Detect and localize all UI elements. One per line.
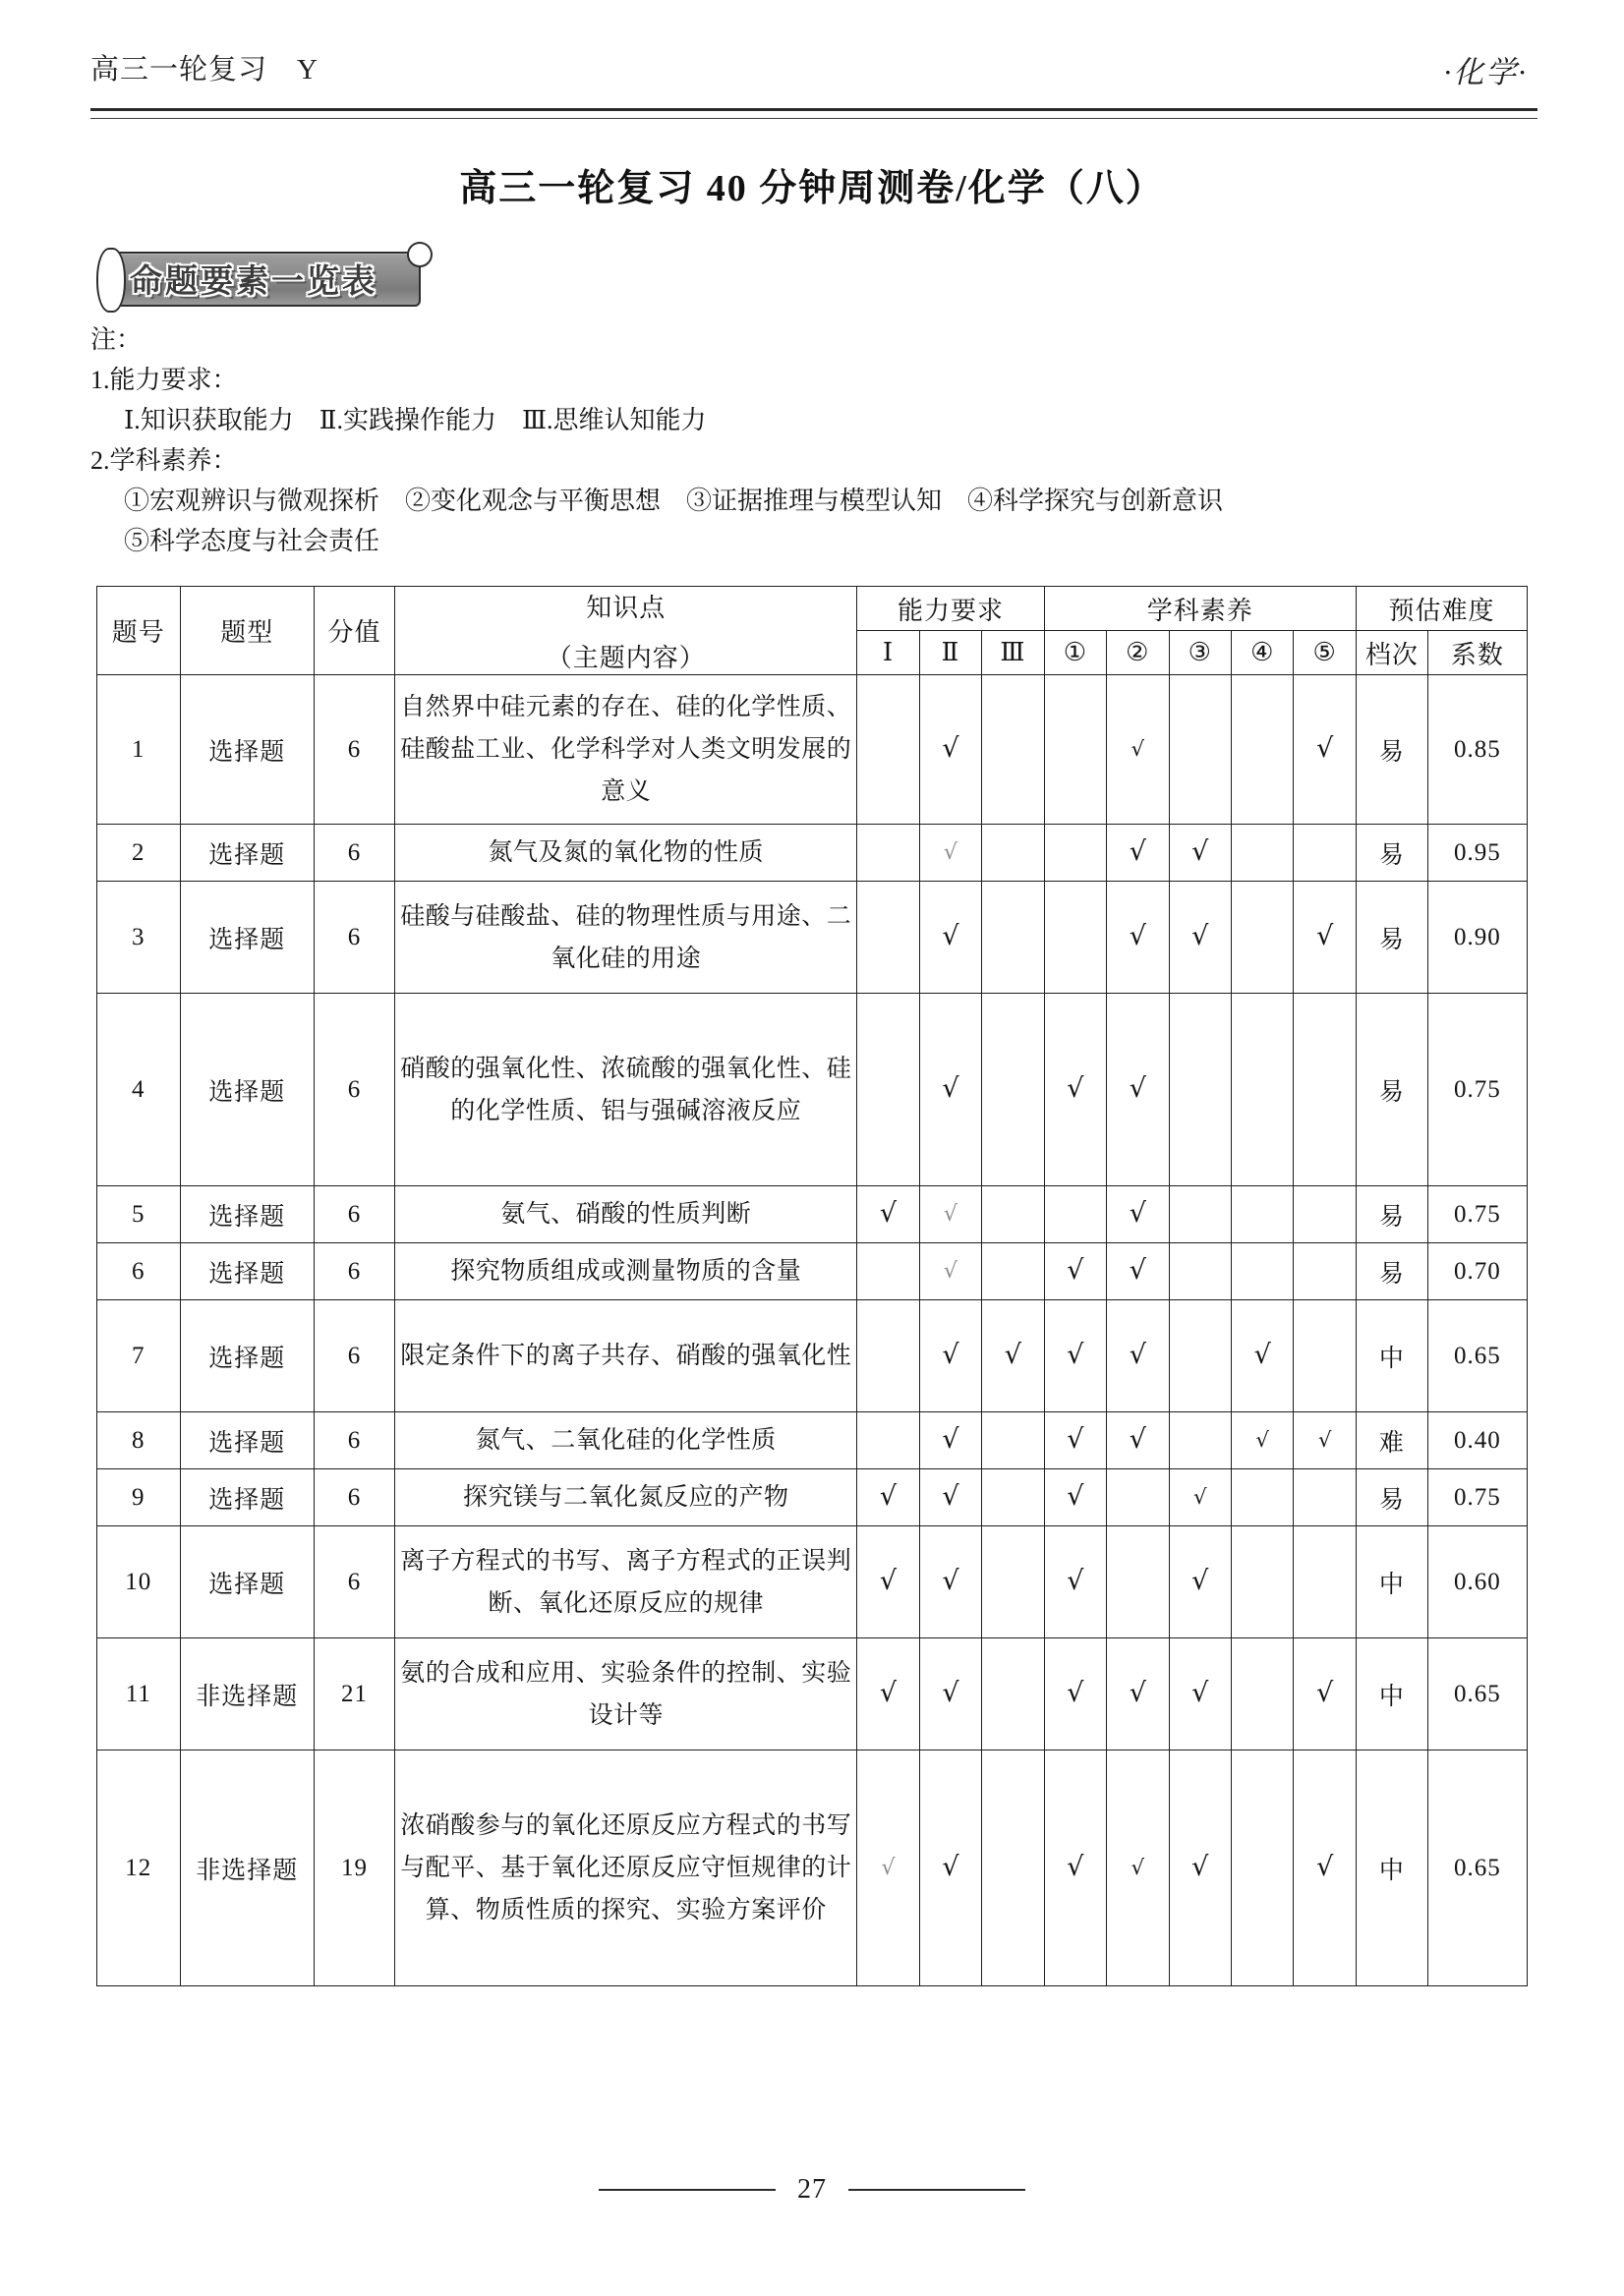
cell-literacy-5	[1294, 1300, 1356, 1412]
table-row	[97, 1243, 1528, 1300]
check-icon: √	[1129, 921, 1146, 951]
check-icon: √	[881, 1856, 896, 1880]
check-icon: √	[1253, 1340, 1271, 1370]
cell-score: 6	[314, 882, 394, 994]
cell-ability-1	[857, 994, 919, 1186]
cell-ability-2	[919, 1412, 981, 1469]
notes-literacy-items-b: ⑤科学态度与社会责任	[124, 527, 380, 555]
cell-difficulty-level: 难	[1356, 1412, 1427, 1469]
cell-ability-2	[919, 1638, 981, 1751]
check-icon: √	[942, 1340, 959, 1370]
check-icon: √	[879, 1566, 898, 1596]
cell-literacy-4	[1232, 1300, 1294, 1412]
cell-ability-1	[857, 1526, 919, 1638]
scroll-curl-right-icon	[407, 242, 433, 267]
col-header-level: 档次	[1356, 631, 1427, 675]
cell-question-type: 选择题	[180, 1412, 314, 1469]
cell-ability-3	[982, 675, 1044, 825]
cell-literacy-2	[1107, 994, 1169, 1186]
cell-ability-1	[857, 825, 919, 882]
cell-literacy-3	[1169, 675, 1231, 825]
cell-literacy-4	[1232, 1412, 1294, 1469]
check-icon: √	[943, 840, 957, 865]
cell-difficulty-coefficient: 0.85	[1427, 675, 1527, 825]
running-head	[90, 47, 1534, 102]
cell-literacy-5	[1294, 1526, 1356, 1638]
cell-literacy-5	[1294, 994, 1356, 1186]
cell-question-type: 选择题	[180, 882, 314, 994]
cell-literacy-1	[1044, 1243, 1106, 1300]
cell-ability-1	[857, 675, 919, 825]
check-icon: √	[1316, 921, 1334, 951]
check-icon: √	[879, 1198, 898, 1229]
cell-question-no: 8	[97, 1412, 181, 1469]
cell-knowledge-point: 氮气及氮的氧化物的性质	[395, 825, 857, 882]
table-row	[97, 994, 1528, 1186]
cell-literacy-3	[1169, 1469, 1231, 1526]
cell-ability-2	[919, 825, 981, 882]
cell-literacy-3	[1169, 1526, 1231, 1638]
check-icon: √	[1255, 1428, 1269, 1452]
cell-literacy-1	[1044, 1469, 1106, 1526]
cell-score: 6	[314, 825, 394, 882]
cell-question-no: 10	[97, 1526, 181, 1638]
cell-knowledge-point: 探究镁与二氧化氮反应的产物	[395, 1469, 857, 1526]
cell-literacy-4	[1232, 1186, 1294, 1243]
check-icon: √	[1129, 1678, 1146, 1708]
check-icon: √	[942, 1424, 959, 1455]
cell-question-type: 选择题	[180, 1469, 314, 1526]
cell-difficulty-coefficient: 0.60	[1427, 1526, 1527, 1638]
cell-question-type: 非选择题	[180, 1751, 314, 1986]
cell-knowledge-point: 氮气、二氧化硅的化学性质	[395, 1412, 857, 1469]
table-row	[97, 1751, 1528, 1986]
cell-difficulty-coefficient: 0.40	[1427, 1412, 1527, 1469]
cell-literacy-3	[1169, 1412, 1231, 1469]
cell-literacy-1	[1044, 1526, 1106, 1638]
check-icon: √	[943, 1202, 957, 1227]
table-row	[97, 1300, 1528, 1412]
cell-score: 6	[314, 1243, 394, 1300]
cell-question-no: 5	[97, 1186, 181, 1243]
cell-knowledge-point: 硅酸与硅酸盐、硅的物理性质与用途、二氧化硅的用途	[395, 882, 857, 994]
cell-ability-3	[982, 1300, 1044, 1412]
cell-ability-1	[857, 1186, 919, 1243]
cell-literacy-1	[1044, 1412, 1106, 1469]
cell-literacy-5	[1294, 882, 1356, 994]
cell-question-type: 选择题	[180, 675, 314, 825]
cell-ability-2	[919, 675, 981, 825]
cell-literacy-5	[1294, 1469, 1356, 1526]
col-header-literacy-3: ③	[1169, 631, 1231, 675]
page-number: 27	[797, 2174, 827, 2205]
col-header-score: 分值	[314, 587, 394, 675]
cell-difficulty-level: 易	[1356, 882, 1427, 994]
cell-ability-3	[982, 882, 1044, 994]
cell-ability-3	[982, 1469, 1044, 1526]
page-title: 高三一轮复习 40 分钟周测卷/化学（八）	[459, 168, 1165, 209]
cell-ability-3	[982, 1638, 1044, 1751]
cell-literacy-3	[1169, 882, 1231, 994]
col-header-ability-1: Ⅰ	[857, 631, 919, 675]
check-icon: √	[1318, 1428, 1332, 1452]
notes-ability-heading: 1.能力要求：	[90, 366, 238, 394]
notes-literacy-items-a: ①宏观辨识与微观探析 ②变化观念与平衡思想 ③证据推理与模型认知 ④科学探究与创新意识	[124, 487, 1224, 515]
cell-difficulty-level: 易	[1356, 1186, 1427, 1243]
footer-rule-right	[848, 2189, 1025, 2191]
cell-difficulty-coefficient: 0.95	[1427, 825, 1527, 882]
cell-literacy-5	[1294, 1243, 1356, 1300]
cell-ability-2	[919, 1751, 981, 1986]
check-icon: √	[1067, 1255, 1084, 1286]
cell-literacy-4	[1232, 1751, 1294, 1986]
check-icon: √	[1129, 1255, 1146, 1286]
cell-question-type: 选择题	[180, 1300, 314, 1412]
cell-question-no: 3	[97, 882, 181, 994]
cell-literacy-2	[1107, 1300, 1169, 1412]
cell-literacy-2	[1107, 1469, 1169, 1526]
footer-rule-left	[599, 2189, 776, 2191]
cell-difficulty-level: 中	[1356, 1751, 1427, 1986]
cell-question-type: 选择题	[180, 1526, 314, 1638]
cell-ability-3	[982, 1243, 1044, 1300]
cell-ability-2	[919, 1526, 981, 1638]
cell-ability-2	[919, 1300, 981, 1412]
cell-difficulty-coefficient: 0.65	[1427, 1638, 1527, 1751]
cell-ability-1	[857, 1638, 919, 1751]
banner-label: 命题要素一览表	[130, 261, 377, 300]
cell-score: 6	[314, 1186, 394, 1243]
cell-question-no: 2	[97, 825, 181, 882]
check-icon: √	[1129, 1073, 1146, 1104]
cell-knowledge-point: 氨的合成和应用、实验条件的控制、实验设计等	[395, 1638, 857, 1751]
col-header-literacy-5: ⑤	[1294, 631, 1356, 675]
spec-table-wrapper	[96, 586, 1528, 1986]
table-head	[97, 587, 1528, 675]
check-icon: √	[1067, 1073, 1084, 1104]
check-icon: √	[942, 1073, 959, 1104]
table-row	[97, 825, 1528, 882]
check-icon: √	[1067, 1678, 1084, 1708]
cell-question-type: 选择题	[180, 1243, 314, 1300]
table-row	[97, 1638, 1528, 1751]
cell-literacy-3	[1169, 1186, 1231, 1243]
cell-difficulty-coefficient: 0.70	[1427, 1243, 1527, 1300]
header-rule	[90, 108, 1537, 119]
cell-difficulty-coefficient: 0.90	[1427, 882, 1527, 994]
cell-ability-3	[982, 825, 1044, 882]
page-footer	[0, 2174, 1624, 2206]
col-header-knowledge-point-main: 知识点	[586, 593, 667, 622]
check-icon: √	[1191, 1852, 1209, 1882]
cell-literacy-2	[1107, 675, 1169, 825]
check-icon: √	[1067, 1424, 1084, 1455]
cell-difficulty-level: 易	[1356, 1469, 1427, 1526]
cell-difficulty-level: 易	[1356, 675, 1427, 825]
col-group-literacy: 学科素养	[1044, 587, 1356, 631]
cell-ability-1	[857, 1243, 919, 1300]
cell-literacy-1	[1044, 1751, 1106, 1986]
cell-literacy-3	[1169, 994, 1231, 1186]
cell-question-no: 4	[97, 994, 181, 1186]
cell-ability-3	[982, 1751, 1044, 1986]
cell-literacy-2	[1107, 1638, 1169, 1751]
cell-literacy-2	[1107, 1243, 1169, 1300]
col-header-literacy-2: ②	[1107, 631, 1169, 675]
cell-literacy-2	[1107, 1526, 1169, 1638]
check-icon: √	[942, 1678, 959, 1708]
cell-question-no: 9	[97, 1469, 181, 1526]
table-row	[97, 675, 1528, 825]
cell-question-no: 12	[97, 1751, 181, 1986]
cell-difficulty-coefficient: 0.65	[1427, 1751, 1527, 1986]
cell-literacy-5	[1294, 1638, 1356, 1751]
cell-literacy-1	[1044, 1638, 1106, 1751]
check-icon: √	[942, 733, 959, 764]
cell-question-type: 选择题	[180, 825, 314, 882]
cell-ability-3	[982, 994, 1044, 1186]
col-header-literacy-1: ①	[1044, 631, 1106, 675]
check-icon: √	[1129, 1424, 1146, 1455]
cell-question-no: 7	[97, 1300, 181, 1412]
cell-knowledge-point: 浓硝酸参与的氧化还原反应方程式的书写与配平、基于氧化还原反应守恒规律的计算、物质性质的探究、实验方案评价	[395, 1751, 857, 1986]
running-head-right: ·化学·	[1443, 55, 1528, 89]
cell-literacy-1	[1044, 1186, 1106, 1243]
check-icon: √	[1067, 1340, 1084, 1370]
col-header-ability-2: Ⅱ	[919, 631, 981, 675]
check-icon: √	[1316, 733, 1334, 764]
cell-question-type: 非选择题	[180, 1638, 314, 1751]
col-group-ability: 能力要求	[857, 587, 1044, 631]
notes-intro: 注：	[90, 325, 143, 354]
col-header-literacy-4: ④	[1232, 631, 1294, 675]
table-head-row-1	[97, 587, 1528, 631]
cell-question-no: 11	[97, 1638, 181, 1751]
check-icon: √	[943, 1259, 957, 1284]
cell-knowledge-point: 限定条件下的离子共存、硝酸的强氧化性	[395, 1300, 857, 1412]
check-icon: √	[942, 921, 959, 951]
cell-literacy-4	[1232, 1526, 1294, 1638]
table-row	[97, 1412, 1528, 1469]
cell-literacy-2	[1107, 825, 1169, 882]
check-icon: √	[1191, 921, 1209, 951]
check-icon: √	[1316, 1852, 1334, 1882]
check-icon: √	[879, 1678, 898, 1708]
cell-question-no: 1	[97, 675, 181, 825]
check-icon: √	[1316, 1678, 1334, 1708]
cell-score: 6	[314, 675, 394, 825]
cell-score: 19	[314, 1751, 394, 1986]
cell-difficulty-level: 易	[1356, 1243, 1427, 1300]
section-banner	[94, 248, 429, 309]
col-header-type: 题型	[180, 587, 314, 675]
cell-difficulty-coefficient: 0.65	[1427, 1300, 1527, 1412]
cell-difficulty-coefficient: 0.75	[1427, 994, 1527, 1186]
cell-difficulty-coefficient: 0.75	[1427, 1469, 1527, 1526]
notes-literacy-heading: 2.学科素养：	[90, 446, 238, 475]
col-header-knowledge-point	[395, 587, 857, 675]
cell-literacy-3	[1169, 1300, 1231, 1412]
cell-literacy-3	[1169, 1638, 1231, 1751]
cell-knowledge-point: 探究物质组成或测量物质的含量	[395, 1243, 857, 1300]
cell-literacy-5	[1294, 1751, 1356, 1986]
cell-score: 6	[314, 994, 394, 1186]
cell-literacy-4	[1232, 994, 1294, 1186]
cell-ability-1	[857, 1751, 919, 1986]
scroll-curl-left-icon	[96, 248, 126, 313]
check-icon: √	[1004, 1340, 1021, 1370]
cell-ability-1	[857, 1412, 919, 1469]
check-icon: √	[1191, 1566, 1209, 1596]
cell-difficulty-level: 易	[1356, 825, 1427, 882]
check-icon: √	[942, 1481, 959, 1512]
cell-literacy-5	[1294, 675, 1356, 825]
check-icon: √	[1193, 1485, 1207, 1509]
cell-ability-2	[919, 1469, 981, 1526]
cell-score: 6	[314, 1412, 394, 1469]
spec-table	[96, 586, 1528, 1986]
cell-question-type: 选择题	[180, 994, 314, 1186]
col-header-coefficient: 系数	[1427, 631, 1527, 675]
cell-literacy-3	[1169, 1243, 1231, 1300]
check-icon: √	[1129, 1340, 1146, 1370]
cell-literacy-2	[1107, 1186, 1169, 1243]
cell-ability-1	[857, 1469, 919, 1526]
col-header-ability-3: Ⅲ	[982, 631, 1044, 675]
table-row	[97, 1469, 1528, 1526]
cell-score: 6	[314, 1526, 394, 1638]
cell-literacy-4	[1232, 1243, 1294, 1300]
notes-block	[90, 319, 1545, 561]
col-header-no: 题号	[97, 587, 181, 675]
cell-literacy-4	[1232, 675, 1294, 825]
cell-ability-2	[919, 994, 981, 1186]
cell-score: 6	[314, 1469, 394, 1526]
cell-literacy-1	[1044, 825, 1106, 882]
table-row	[97, 882, 1528, 994]
cell-literacy-4	[1232, 1638, 1294, 1751]
check-icon: √	[1067, 1481, 1084, 1512]
check-icon: √	[1067, 1852, 1084, 1882]
check-icon: √	[942, 1566, 959, 1596]
cell-literacy-4	[1232, 882, 1294, 994]
table-row	[97, 1186, 1528, 1243]
cell-ability-3	[982, 1186, 1044, 1243]
table-body	[97, 675, 1528, 1986]
cell-literacy-1	[1044, 675, 1106, 825]
cell-score: 6	[314, 1300, 394, 1412]
cell-score: 21	[314, 1638, 394, 1751]
cell-literacy-4	[1232, 1469, 1294, 1526]
cell-literacy-5	[1294, 1412, 1356, 1469]
cell-literacy-1	[1044, 994, 1106, 1186]
cell-knowledge-point: 氨气、硝酸的性质判断	[395, 1186, 857, 1243]
table-row	[97, 1526, 1528, 1638]
cell-ability-3	[982, 1526, 1044, 1638]
cell-difficulty-coefficient: 0.75	[1427, 1186, 1527, 1243]
check-icon: √	[1131, 737, 1145, 761]
cell-literacy-4	[1232, 825, 1294, 882]
check-icon: √	[942, 1852, 959, 1882]
check-icon: √	[1191, 1678, 1209, 1708]
cell-difficulty-level: 中	[1356, 1300, 1427, 1412]
col-header-knowledge-point-sub: （主题内容）	[546, 643, 706, 672]
cell-literacy-5	[1294, 1186, 1356, 1243]
cell-question-no: 6	[97, 1243, 181, 1300]
cell-question-type: 选择题	[180, 1186, 314, 1243]
check-icon: √	[1191, 836, 1209, 867]
check-icon: √	[1129, 1198, 1146, 1229]
cell-knowledge-point: 离子方程式的书写、离子方程式的正误判断、氧化还原反应的规律	[395, 1526, 857, 1638]
cell-knowledge-point: 自然界中硅元素的存在、硅的化学性质、硅酸盐工业、化学科学对人类文明发展的意义	[395, 675, 857, 825]
cell-literacy-2	[1107, 1412, 1169, 1469]
notes-ability-items: Ⅰ.知识获取能力 Ⅱ.实践操作能力 Ⅲ.思维认知能力	[124, 406, 707, 434]
cell-literacy-5	[1294, 825, 1356, 882]
cell-literacy-2	[1107, 882, 1169, 994]
cell-ability-2	[919, 1186, 981, 1243]
cell-ability-3	[982, 1412, 1044, 1469]
check-icon: √	[879, 1481, 898, 1512]
cell-ability-2	[919, 1243, 981, 1300]
cell-literacy-1	[1044, 1300, 1106, 1412]
check-icon: √	[1129, 836, 1146, 867]
cell-difficulty-level: 中	[1356, 1638, 1427, 1751]
cell-literacy-2	[1107, 1751, 1169, 1986]
cell-literacy-1	[1044, 882, 1106, 994]
cell-difficulty-level: 中	[1356, 1526, 1427, 1638]
cell-ability-2	[919, 882, 981, 994]
cell-ability-1	[857, 1300, 919, 1412]
running-head-left: 高三一轮复习 Y	[90, 54, 319, 86]
cell-knowledge-point: 硝酸的强氧化性、浓硫酸的强氧化性、硅的化学性质、铝与强碱溶液反应	[395, 994, 857, 1186]
cell-literacy-3	[1169, 825, 1231, 882]
check-icon: √	[1131, 1856, 1145, 1879]
check-icon: √	[1067, 1566, 1084, 1596]
cell-ability-1	[857, 882, 919, 994]
col-group-difficulty: 预估难度	[1356, 587, 1527, 631]
cell-difficulty-level: 易	[1356, 994, 1427, 1186]
cell-literacy-3	[1169, 1751, 1231, 1986]
